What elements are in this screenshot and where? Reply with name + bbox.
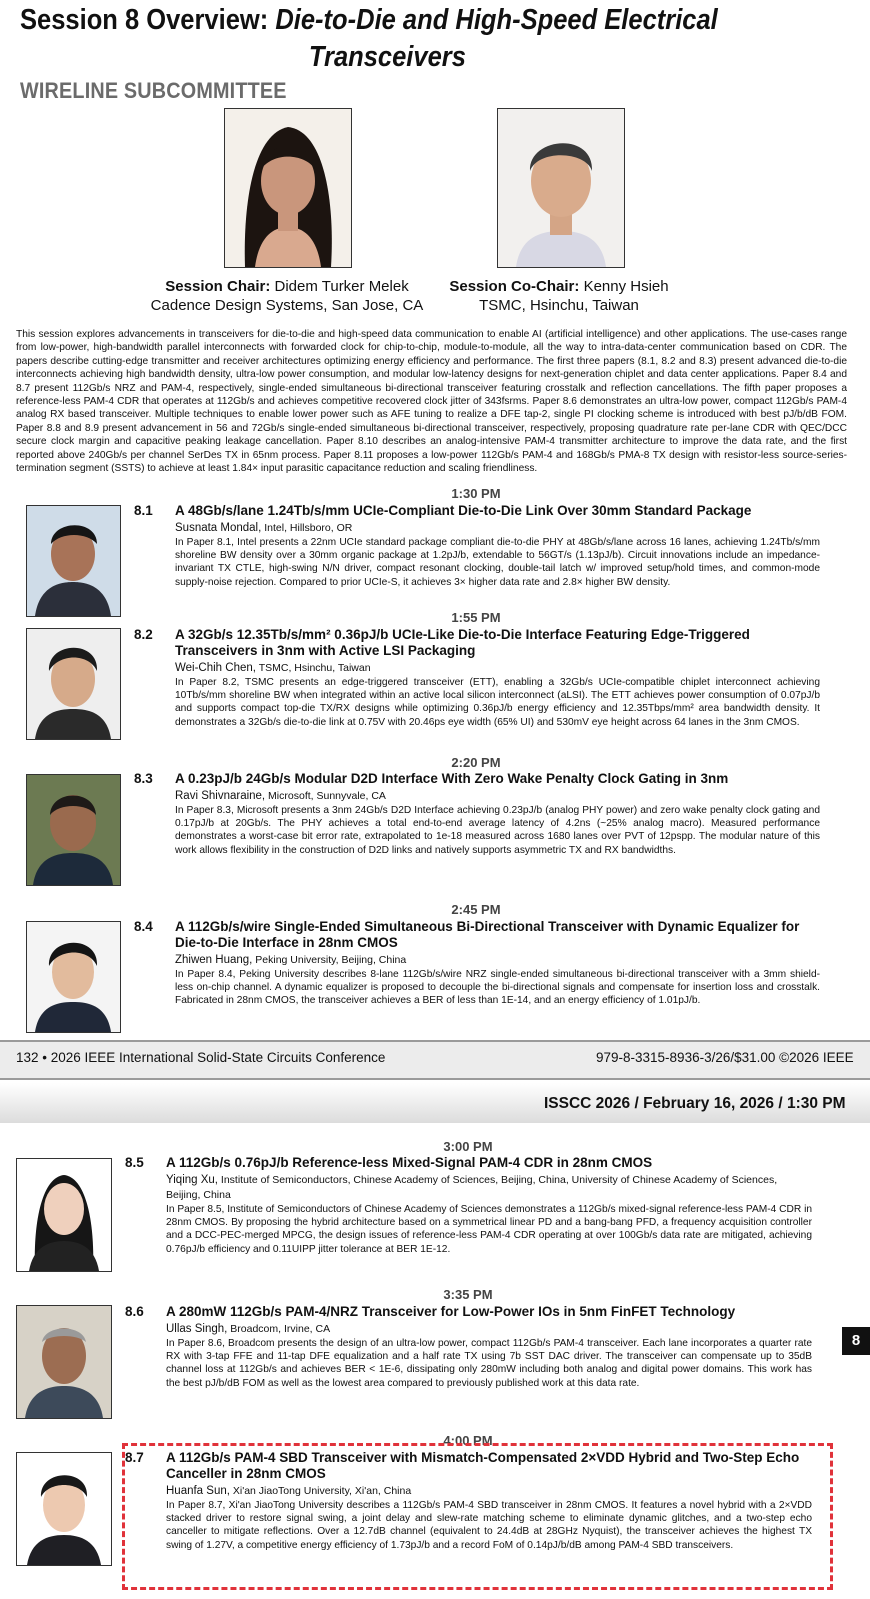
paper-title: A 0.23pJ/b 24Gb/s Modular D2D Interface With Zero Wake Penalty Clock Gating in 3nm — [175, 771, 729, 786]
footer-left-text: 132 • 2026 IEEE International Solid-State Circuits Conference — [16, 1050, 386, 1065]
author-photo-8-5 — [16, 1158, 112, 1272]
author-affiliation: Broadcom, Irvine, CA — [227, 1323, 331, 1335]
author-affiliation: Peking University, Beijing, China — [252, 954, 407, 966]
author-photo-8-2 — [26, 628, 121, 740]
time-8-1: 1:30 PM — [451, 486, 501, 501]
author-name: Huanfa Sun, — [166, 1485, 230, 1497]
time-8-3: 2:20 PM — [451, 755, 501, 770]
author-affiliation: Xi'an JiaoTong University, Xi'an, China — [229, 1485, 412, 1497]
title-italic-2: Transceivers — [308, 41, 466, 73]
author-name: Susnata Mondal, — [175, 522, 262, 534]
cochair-name: Kenny Hsieh — [583, 278, 669, 295]
chair-name: Didem Turker Melek — [274, 278, 409, 295]
paper-title: A 48Gb/s/lane 1.24Tb/s/mm UCIe-Compliant Die-to-Die Link Over 30mm Standard Package — [175, 503, 752, 518]
time-8-2: 1:55 PM — [451, 610, 501, 625]
cochair-role: Session Co-Chair: — [449, 278, 580, 295]
paper-abstract: In Paper 8.6, Broadcom presents the design of an ultra-low power, compact 112Gb/s PAM-4 transceiver. Each lane incorporates a quarter rate RX with 3-tap FFE and 11-tap DFE equalization and a half rate TX using 7b SST DAC driver. The transceiver can compensate up to 35dB channel loss at 112Gb/s and achieves BER < 1E-6, dissipating only 280mW including both analog and digital power domains. This work has the best pJ/b/dB FOM as well as the lowest area compared to previously published work at this data rate. — [166, 1338, 812, 1389]
time-8-5: 3:00 PM — [443, 1139, 493, 1154]
author-name: Ravi Shivnaraine, — [175, 790, 266, 802]
page-header-text: ISSCC 2026 / February 16, 2026 / 1:30 PM — [544, 1095, 846, 1112]
author-photo-8-6 — [16, 1305, 112, 1419]
author-name: Wei-Chih Chen, — [175, 662, 256, 674]
paper-number: 8.2 — [134, 627, 153, 642]
chair-affiliation: Cadence Design Systems, San Jose, CA — [150, 297, 424, 314]
paper-8-1 — [175, 503, 820, 589]
chair-photo — [224, 108, 352, 268]
author-photo-8-4 — [26, 921, 121, 1033]
cochair-affiliation: TSMC, Hsinchu, Taiwan — [479, 297, 639, 314]
paper-number: 8.7 — [125, 1450, 144, 1465]
paper-8-2 — [175, 627, 820, 729]
time-8-4: 2:45 PM — [451, 902, 501, 917]
paper-title: A 112Gb/s/wire Single-Ended Simultaneous Bi-Directional Transceiver with Dynamic Equalizer for Die-to-Die Interface in 28nm CMOS — [175, 919, 800, 950]
paper-title: A 112Gb/s PAM-4 SBD Transceiver with Mismatch-Compensated 2×VDD Hybrid and Two-Step Echo Canceller in 28nm CMOS — [166, 1450, 800, 1481]
chair-caption — [130, 277, 444, 315]
paper-abstract: In Paper 8.1, Intel presents a 22nm UCIe standard package compliant die-to-die PHY at 48Gb/s/lane across 16 lanes, achieving 1.24Tb/s/mm shoreline BW density over a 30mm organic package at 1.2pJ/b, extendable to 56GT/s (1.13pJ/b). Circuit innovations include an impedance-invariant TX CTLE, high-swing N/N driver, compact resonant clocking, double-tail latch w/ improved setup/hold times, and common-mode supply-noise rejection. Compared to prior UCIe-S, it achieves 3× higher data rate and 2.8× higher BW density. — [175, 537, 820, 588]
author-photo-8-7 — [16, 1452, 112, 1566]
author-photo-8-3 — [26, 774, 121, 886]
paper-abstract: In Paper 8.5, Institute of Semiconductors of Chinese Academy of Sciences demonstrates a 112Gb/s mixed-signal reference-less PAM-4 CDR in 28nm CMOS. By proposing the hybrid architecture based on a symmetrical linear PD and a bang-bang PFD, a frequency acquisition controller and a DCC-PEC-merged MPCG, the design issues of reference-less PAM-4 CDR operating at over 100Gb/s data rate are mitigated, achieving 0.76pJ/b efficiency and 0.11UIPP jitter tolerance at BER 1E-12. — [166, 1204, 812, 1255]
paper-abstract: In Paper 8.2, TSMC presents an edge-triggered transceiver (ETT), enabling a 32Gb/s UCIe-compatible chiplet interconnect achieving 10Tb/s/mm shoreline BW when integrated within an active local silicon interconnect (aLSI). The ETT achieves power consumption of 0.07pJ/b and supports compact top-die TX/RX designs while optimizing 0.36pJ/b energy efficiency and 12.35Tbps/mm² area bandwidth density. It demonstrates a 32Gb/s die-to-die link at 0.75V with 20.46ps eye width (65% UI) and 530mV eye height across 64 lanes in the 3nm CMOS. — [175, 677, 820, 728]
paper-author — [175, 789, 820, 804]
subcommittee-label: WIRELINE SUBCOMMITTEE — [20, 78, 287, 103]
paper-author — [175, 953, 820, 968]
paper-number: 8.6 — [125, 1304, 144, 1319]
paper-8-5 — [166, 1155, 812, 1256]
paper-author — [175, 521, 820, 536]
paper-author — [175, 661, 820, 676]
paper-title: A 32Gb/s 12.35Tb/s/mm² 0.36pJ/b UCIe-Like Die-to-Die Interface Featuring Edge-Triggered Transceivers in 3nm with Active LSI Packaging — [175, 627, 750, 658]
paper-number: 8.4 — [134, 919, 153, 934]
paper-abstract: In Paper 8.7, Xi'an JiaoTong University describes a 112Gb/s PAM-4 SBD transceiver in 28nm CMOS. It features a novel hybrid with a 2×VDD stacked driver to restore signal swing, a joint delay and slew-rate matching scheme to eliminate dynamic glitches, and a two-step echo canceller to mitigate reflections. Over a 12.7dB channel (equivalent to 24.4dB at 28GHz Nyquist), the transceiver achieves the highest TX swing of 1.27V, a competitive energy efficiency of 1.73pJ/b and a record FoM of 0.14pJ/b/dB among PAM-4 SBD transceivers. — [166, 1500, 812, 1551]
paper-8-6 — [166, 1304, 812, 1390]
paper-8-3 — [175, 771, 820, 857]
session-intro: This session explores advancements in transceivers for die-to-die and high-speed data communication to enable AI (artificial intelligence) and other applications. The use-cases range from low-power, high-bandwidth parallel interconnects with forwarded clock for chip-to-chip, module-to-module, all the way to intra-data-center communication based on CDR. The papers describe cutting-edge transmitter and receiver architectures optimizing energy efficiency and performance. The first three papers (8.1, 8.2 and 8.3) present advanced die-to-die interconnects achieving high bandwidth density, ultra-low power consumption, and modular low-latency designs for next-generation chiplet and data center applications. Paper 8.4 and 8.7 present 112Gb/s NRZ and PAM-4, respectively, single-ended simultaneous bi-directional transceiver featuring crosstalk and reflection cancellations. The fifth paper proposes a reference-less PAM-4 CDR that operates at 112Gb/s and achieves competitive recovered clock jitter of 343fsrms. Paper 8.6 demonstrates an ultra-low power, compact 112Gb/s PAM-4 analog RX based transceiver. Multiple techniques to enable lower power such as AFE tuning to realize a DFE tap-2, single PI clocking scheme is introduced with best pJ/b/dB FOM. Paper 8.8 and 8.9 present advancement in 56 and 72Gb/s single-ended simultaneous bi-directional transceiver, respectively, proposing quadrature rate per-lane CDR with QEC/DCC secure clock margin and capacitive peaking leakage cancellation. Paper 8.10 describes an analog-intensive PAM-4 transmitter architecture to improve the data rate, and the first reported above 240Gb/s per channel SerDes TX in 65nm process. Paper 8.11 proposes a low-power 112Gb/s PAM-4 and 168Gb/s PMA-8 TX design with resistor-less source-series-termination segment (SSTS) to achieve at least 1.84× input parasitic capacitance reduction and scaling friendliness. — [16, 329, 847, 475]
section-tab: 8 — [842, 1327, 870, 1355]
paper-8-7 — [166, 1450, 812, 1552]
cochair-photo — [497, 108, 625, 268]
time-8-7: 4:00 PM — [443, 1433, 493, 1448]
author-affiliation: Institute of Semiconductors, Chinese Academy of Sciences, Beijing, China, University of Chinese Academy of Sciences, Beijing, China — [166, 1174, 778, 1201]
author-name: Zhiwen Huang, — [175, 954, 253, 966]
paper-abstract: In Paper 8.4, Peking University describes 8-lane 112Gb/s/wire NRZ single-ended simultaneous bi-directional transceiver with a 3mm shield-less on-chip channel. A dynamic equalizer is proposed to decouple the bi-directional signals and compensate for insertion loss and crosstalk. Fabricated in 28nm CMOS, the transceiver achieves a BER of less than 1E-14, and an energy efficiency of 1.01pJ/b. — [175, 969, 820, 1007]
author-affiliation: Intel, Hillsboro, OR — [261, 522, 353, 534]
author-affiliation: TSMC, Hsinchu, Taiwan — [255, 662, 371, 674]
author-photo-8-1 — [26, 505, 121, 617]
paper-number: 8.5 — [125, 1155, 144, 1170]
author-affiliation: Microsoft, Sunnyvale, CA — [265, 790, 386, 802]
title-italic-1: Die-to-Die and High-Speed Electrical — [275, 4, 718, 36]
paper-8-4 — [175, 919, 820, 1008]
author-name: Ullas Singh, — [166, 1323, 228, 1335]
author-name: Yiqing Xu, — [166, 1174, 218, 1186]
time-8-6: 3:35 PM — [443, 1287, 493, 1302]
paper-abstract: In Paper 8.3, Microsoft presents a 3nm 24Gb/s D2D Interface achieving 0.23pJ/b (analog PHY power) and zero wake penalty clock gating and 0.17pJ/b at 20Gb/s. The PHY achieves a total end-to-end average latency of 4.2ns (~25% analog macro). Measured performance demonstrates a worst-case bit error rate, extrapolated to 1e-18 measured across 1680 lanes over PVT of 12pspp. The modular nature of this work allows flexibility in the construction of D2D links and natively supports asymmetric TX and RX bandwidths. — [175, 805, 820, 856]
paper-title: A 112Gb/s 0.76pJ/b Reference-less Mixed-Signal PAM-4 CDR in 28nm CMOS — [166, 1155, 653, 1170]
paper-number: 8.3 — [134, 771, 153, 786]
paper-author — [166, 1322, 812, 1337]
paper-author — [166, 1484, 812, 1499]
footer-right-text: 979-8-3315-8936-3/26/$31.00 ©2026 IEEE — [596, 1050, 854, 1065]
title-prefix: Session 8 Overview: — [20, 4, 276, 36]
chair-role: Session Chair: — [165, 278, 271, 295]
cochair-caption — [414, 277, 704, 315]
paper-number: 8.1 — [134, 503, 153, 518]
page-title — [20, 2, 860, 76]
paper-author — [166, 1173, 812, 1203]
paper-title: A 280mW 112Gb/s PAM-4/NRZ Transceiver for Low-Power IOs in 5nm FinFET Technology — [166, 1304, 736, 1319]
